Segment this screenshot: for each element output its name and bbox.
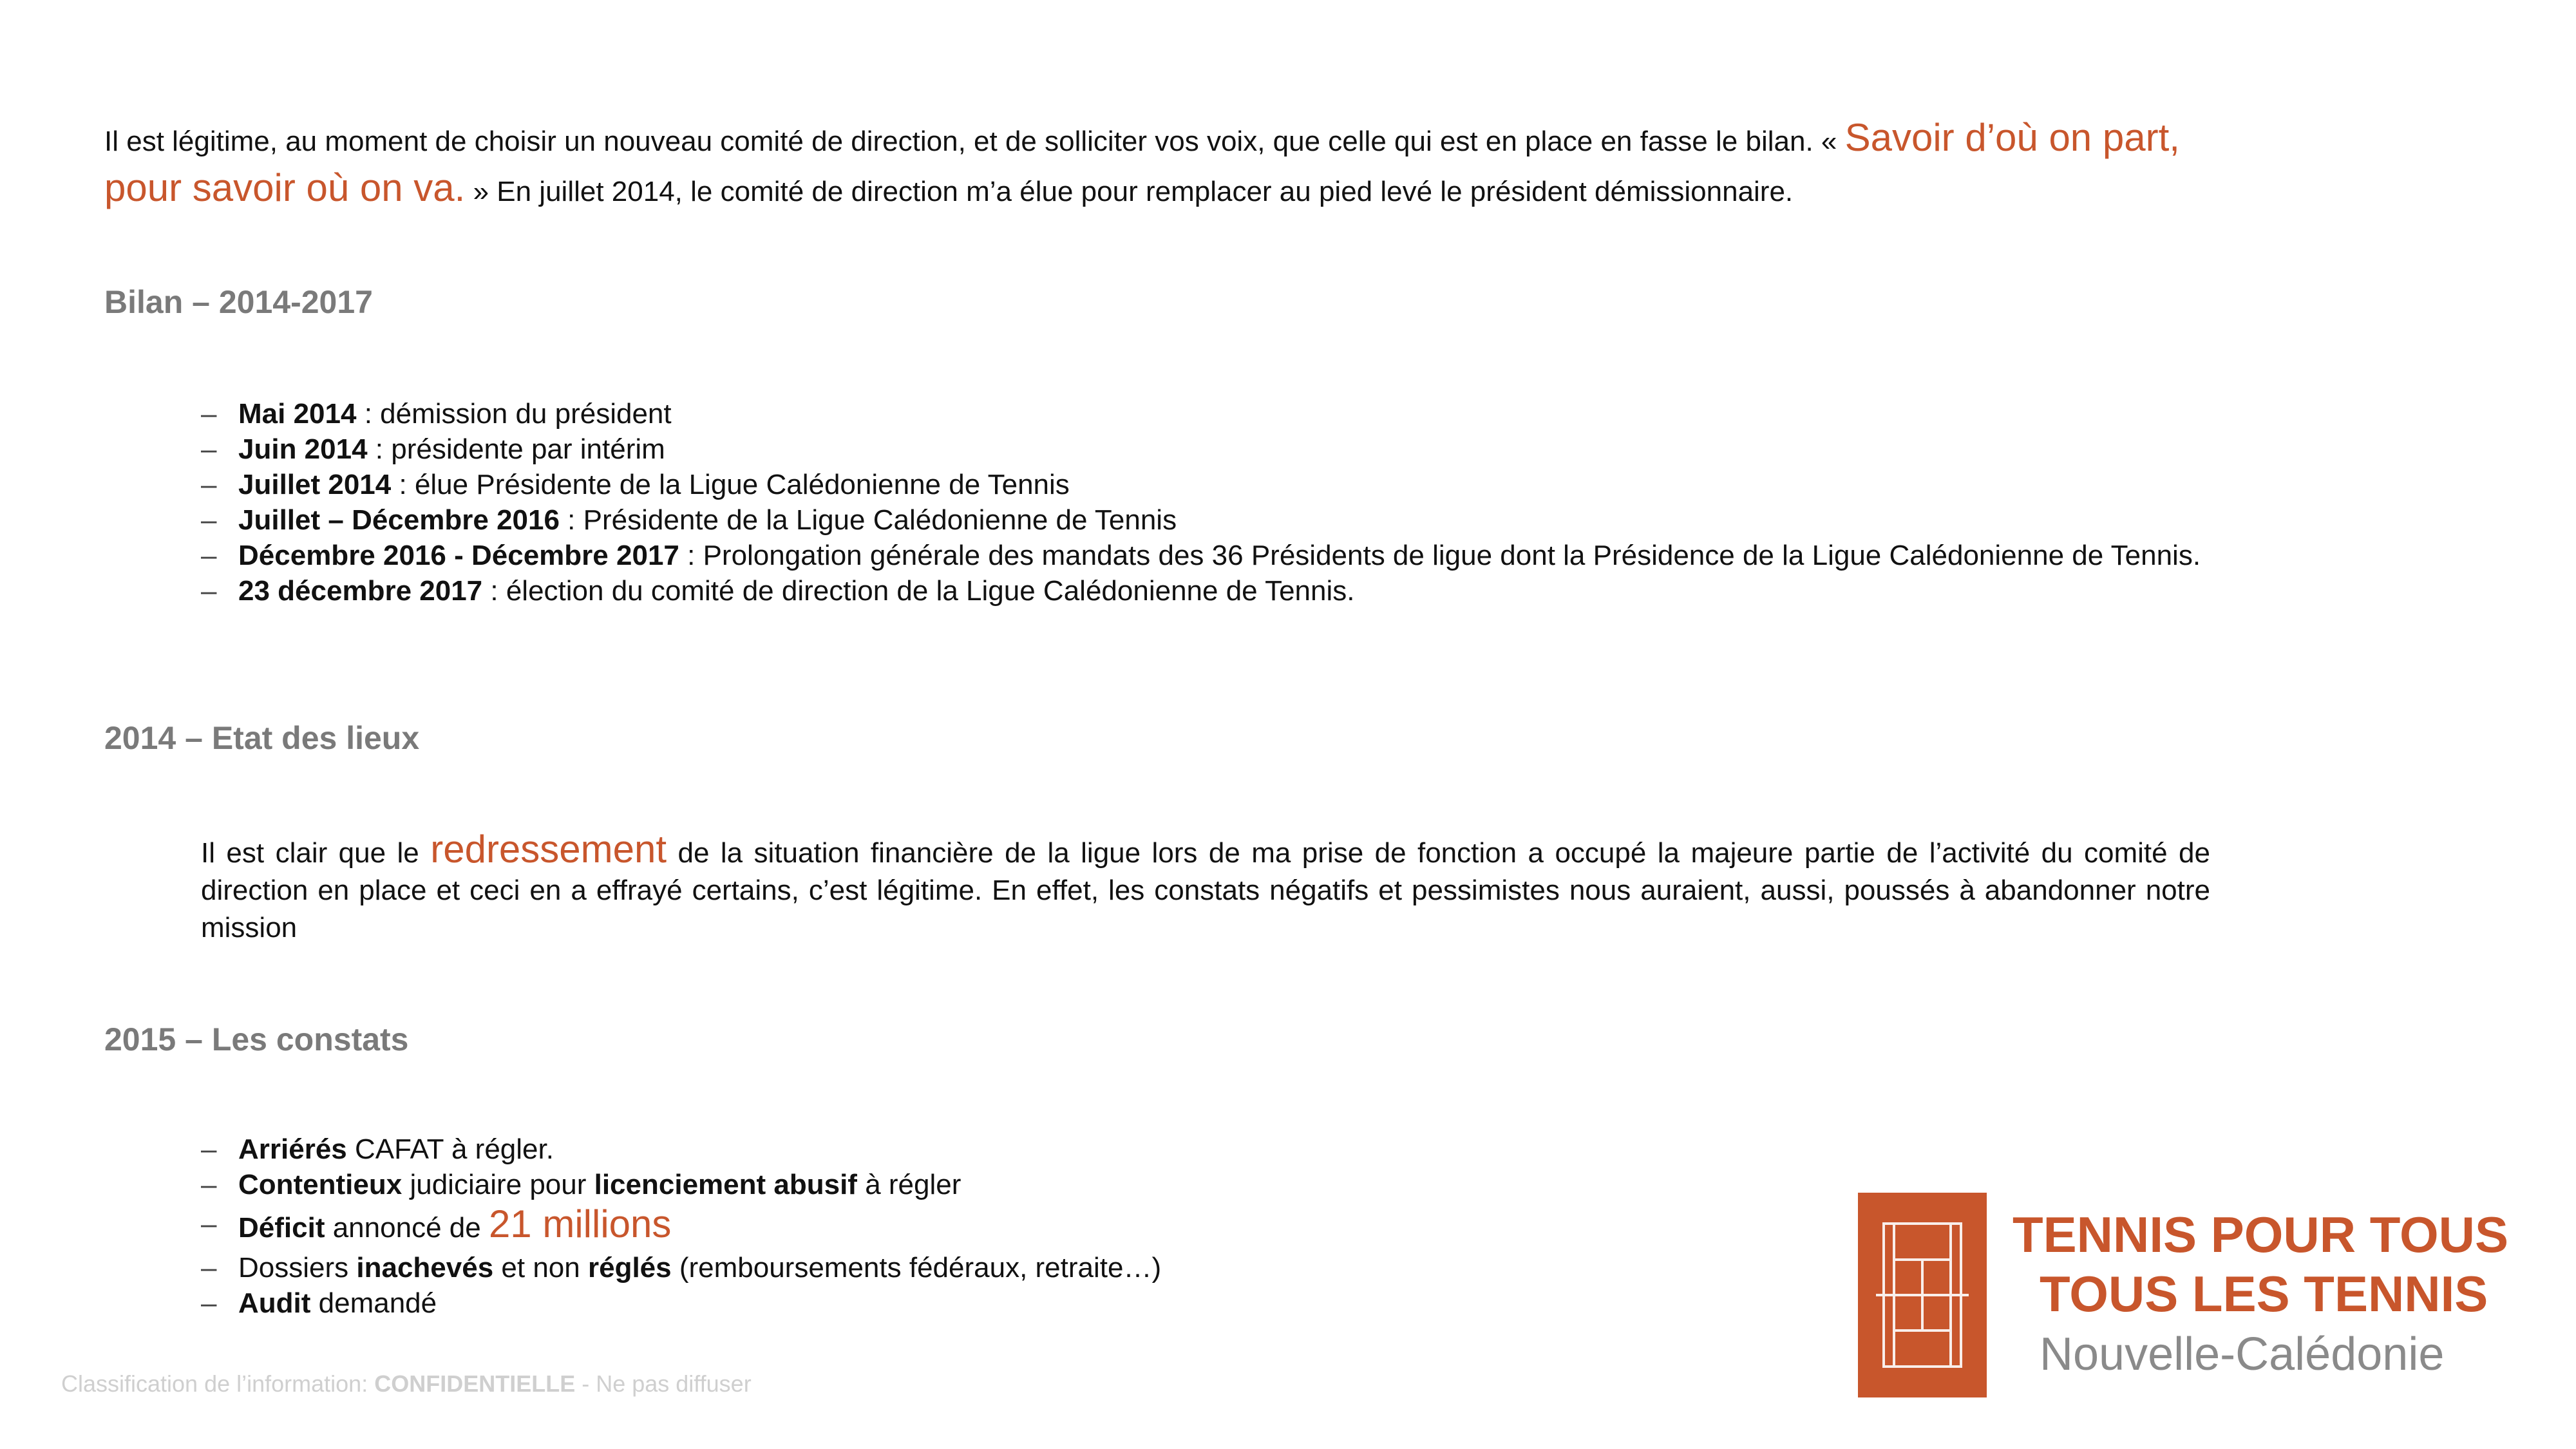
item-text: (remboursements fédéraux, retraite…) xyxy=(671,1252,1162,1283)
bold-term: Contentieux xyxy=(238,1169,402,1200)
tennis-logo xyxy=(1858,1193,2528,1399)
logo-line-3: Nouvelle-Calédonie xyxy=(2040,1329,2445,1380)
bold-term: inachevés xyxy=(356,1252,494,1283)
bold-term: licenciement abusif xyxy=(594,1169,857,1200)
bold-date: Juin 2014 xyxy=(238,433,368,465)
bold-date: Juillet 2014 xyxy=(238,469,392,500)
dash-marker: – xyxy=(201,504,217,536)
item-text: annoncé de xyxy=(325,1212,489,1244)
item-text: CAFAT à régler. xyxy=(346,1133,554,1165)
item-text: demandé xyxy=(310,1287,437,1319)
list-item xyxy=(201,396,2210,431)
intro-paragraph xyxy=(104,115,2210,215)
logo-line-2: TOUS LES TENNIS xyxy=(2040,1265,2488,1322)
dash-marker: – xyxy=(201,1208,217,1240)
dash-marker: – xyxy=(201,1287,217,1319)
list-item xyxy=(201,573,2210,609)
item-text: Dossiers xyxy=(238,1252,357,1283)
intro-text-end: » En juillet 2014, le comité de direction m’a élue pour remplacer au pied levé le président démissionnaire. xyxy=(465,176,1794,207)
item-text: : Prolongation générale des mandats des 36 Présidents de ligue dont la Présidence de la Ligue Calédonienne de Tennis. xyxy=(679,540,2201,571)
bold-date: Mai 2014 xyxy=(238,398,357,430)
footer-suffix: - Ne pas diffuser xyxy=(575,1370,752,1397)
tennis-court-drawing xyxy=(1858,1193,1987,1397)
etat-paragraph xyxy=(201,828,2210,947)
list-item xyxy=(201,538,2210,573)
item-text: : élue Présidente de la Ligue Calédonienne de Tennis xyxy=(391,469,1070,500)
etat-heading: 2014 – Etat des lieux xyxy=(104,720,420,756)
dash-marker: – xyxy=(201,398,217,430)
bold-date: Juillet – Décembre 2016 xyxy=(238,504,560,536)
intro-text: Il est légitime, au moment de choisir un nouveau comité de direction, et de solliciter vos voix, que celle qui est en place en fasse le bilan. « xyxy=(104,126,1845,157)
logo-line-1: TENNIS POUR TOUS xyxy=(2012,1206,2508,1263)
bold-term: Déficit xyxy=(238,1212,325,1244)
footer-prefix: Classification de l’information: xyxy=(61,1370,375,1397)
item-text: : démission du président xyxy=(356,398,672,430)
bold-term: Audit xyxy=(238,1287,311,1319)
bilan-heading: Bilan – 2014-2017 xyxy=(104,284,373,320)
footer-level: CONFIDENTIELLE xyxy=(374,1370,576,1397)
bold-date: 23 décembre 2017 xyxy=(238,575,483,607)
classification-footer xyxy=(61,1370,752,1397)
bold-date: Décembre 2016 - Décembre 2017 xyxy=(238,540,679,571)
item-text: et non xyxy=(493,1252,588,1283)
intro-quote: Savoir d’où on part, pour savoir où on va. xyxy=(104,116,2180,209)
etat-highlight: redressement xyxy=(430,828,667,871)
list-item xyxy=(201,467,2210,502)
bilan-list xyxy=(201,396,2210,609)
item-text: à régler xyxy=(857,1169,961,1200)
dash-marker: – xyxy=(201,540,217,571)
constats-heading: 2015 – Les constats xyxy=(104,1021,409,1057)
etat-text-end: de la situation financière de la ligue lors de ma prise de fonction a occupé la majeure partie de l’activité du comité de direction en place et ceci en a effrayé certains, c’est légitime. En effet, les constats négatifs et pessimistes nous auraient, aussi, poussés à abandonner notre mission xyxy=(201,837,2210,943)
item-text: judiciaire pour xyxy=(402,1169,594,1200)
dash-marker: – xyxy=(201,1133,217,1165)
dash-marker: – xyxy=(201,1169,217,1200)
bold-term: réglés xyxy=(587,1252,672,1283)
list-item xyxy=(201,1132,2210,1167)
item-text: : Présidente de la Ligue Calédonienne de Tennis xyxy=(559,504,1177,536)
etat-text: Il est clair que le xyxy=(201,837,431,869)
deficit-amount: 21 millions xyxy=(488,1202,672,1245)
item-text: : élection du comité de direction de la Ligue Calédonienne de Tennis. xyxy=(482,575,1355,607)
dash-marker: – xyxy=(201,1252,217,1283)
dash-marker: – xyxy=(201,469,217,500)
tennis-court-icon xyxy=(1858,1193,1987,1397)
item-text: : présidente par intérim xyxy=(367,433,665,465)
dash-marker: – xyxy=(201,433,217,465)
dash-marker: – xyxy=(201,575,217,607)
list-item xyxy=(201,502,2210,538)
bold-term: Arriérés xyxy=(238,1133,347,1165)
list-item xyxy=(201,431,2210,467)
